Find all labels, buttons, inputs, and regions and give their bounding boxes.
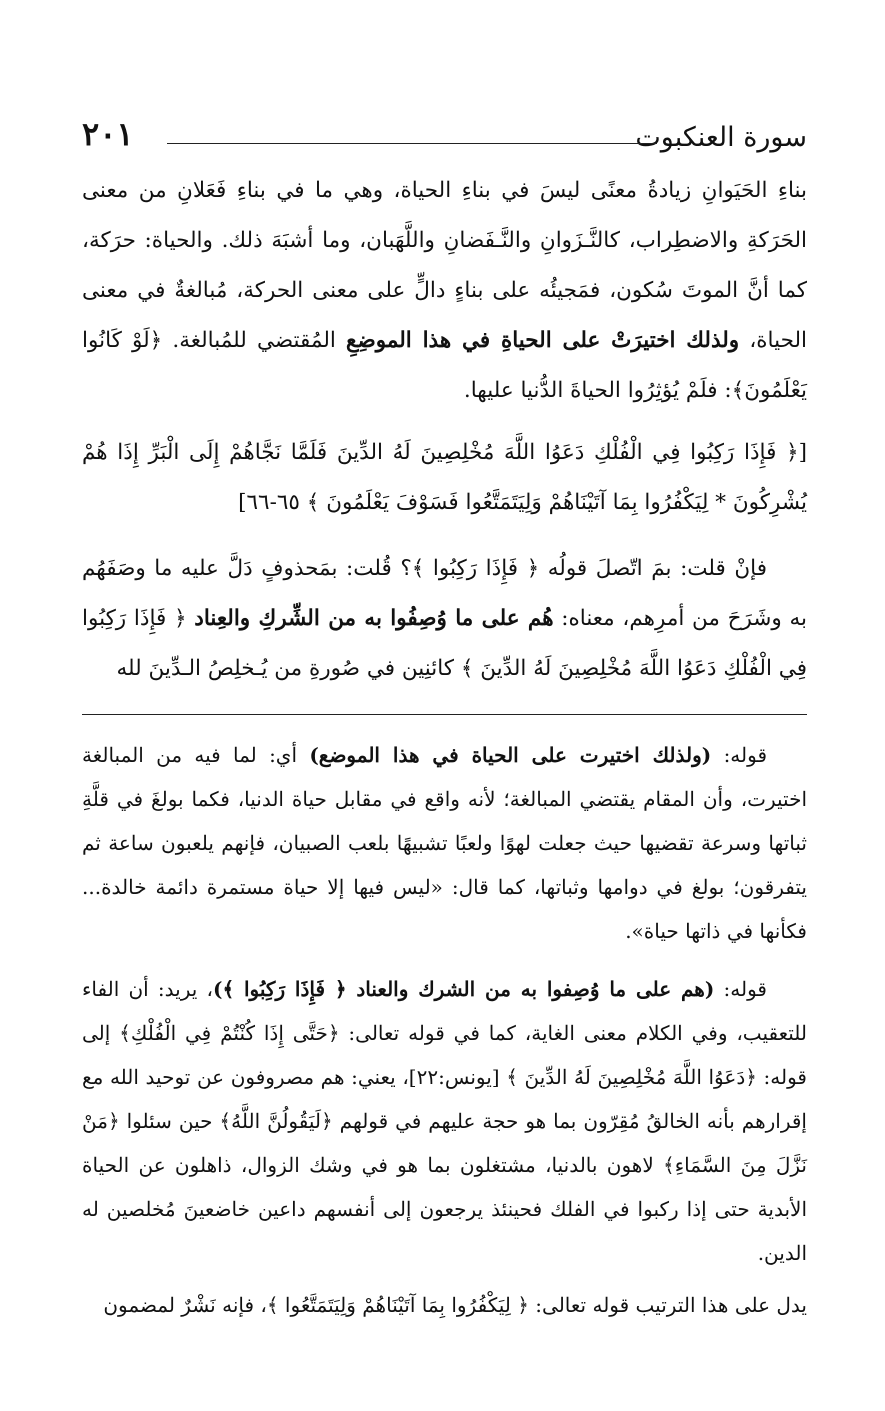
main-paragraph-1-text: بناءِ الحَيَوانِ زيادةُ معنًى ليسَ في بناءِ الحياة، وهي ما في بناءِ فَعَلانِ من معنى الحَرَكةِ والاضطِراب، كالنَّـزَوانِ والنَّـفَضانِ واللَّهَبان، وما أشبَهَ ذلك. والحياة: حرَكة، كما أنَّ الموتَ سُكون، فمَجيئُه على بناءٍ دالٍّ على معنى الحركة، مُبالغةٌ في معنى الحياة، xyxy=(82,178,807,353)
commentary-paragraph-3 xyxy=(82,1283,807,1327)
commentary-divider xyxy=(82,714,807,715)
commentary-text xyxy=(82,733,807,1327)
document-page xyxy=(82,112,807,1327)
main-paragraph-2-text: فإنْ قلت: بمَ اتّصلَ قولُه ﴿ فَإِذَا رَكِبُوا ﴾؟ قُلت: بمَحذوفٍ دَلَّ عليه ما وصَفَهُم به وشَرَحَ من أمرِهم، معناه: xyxy=(82,556,807,631)
page-header xyxy=(82,112,807,158)
commentary-paragraph-1 xyxy=(82,733,807,953)
header-rule xyxy=(167,143,657,144)
commentary-2-bold: (هم على ما وُصِفوا به من الشرك والعناد ﴿ فَإِذَا رَكِبُوا ﴾) xyxy=(213,977,715,1001)
commentary-2-text: ، يريد: أن الفاء للتعقيب، وفي الكلام معنى الغاية، كما في قوله تعالى: ﴿حَتَّى إِذَا كُنْتُمْ فِي الْفُلْكِ﴾ إلى قوله: ﴿دَعَوُا اللَّهَ مُخْلِصِينَ لَهُ الدِّينَ ﴾ [يونس:٢٢]، يعني: هم مصروفون عن توحيد الله مع إقرارهم بأنه الخالقُ مُقِرّون بما هو حجة عليهم في قولهم ﴿لَيَقُولُنَّ اللَّهُ﴾ حين سئلوا ﴿مَنْ نَزَّلَ مِنَ السَّمَاءِ﴾ لاهون بالدنيا، مشتغلون بما هو في وشك الزوال، ذاهلون عن الحياة الأبدية حتى إذا ركبوا في الفلك فحينئذ يرجعون إلى أنفسهم داعين خاضعينَ مُخلصين له الدين. xyxy=(82,977,807,1265)
main-paragraph-2 xyxy=(82,544,807,694)
commentary-1-start: قوله: xyxy=(723,743,768,767)
main-text xyxy=(82,166,807,694)
quran-verse: [﴿ فَإِذَا رَكِبُوا فِي الْفُلْكِ دَعَوُا اللَّهَ مُخْلِصِينَ لَهُ الدِّينَ فَلَمَّا نَجَّاهُمْ إِلَى الْبَرِّ إِذَا هُمْ يُشْرِكُونَ * لِيَكْفُرُوا بِمَا آتَيْنَاهُمْ وَلِيَتَمَتَّعُوا فَسَوْفَ يَعْلَمُونَ ﴾ ٦٥-٦٦] xyxy=(82,440,807,515)
main-paragraph-2-end: ﴿ فَإِذَا رَكِبُوا فِي الْفُلْكِ دَعَوُا اللَّهَ مُخْلِصِينَ لَهُ الدِّينَ ﴾ كائنِين في صُورةِ من يُـخلِصُ الـدِّينَ لله xyxy=(82,606,807,681)
main-paragraph-1-end: المُقتضي للمُبالغة. ﴿لَوْ كَانُوا يَعْلَمُونَ﴾: فلَمْ يُؤثِرُوا الحياةَ الدُّنيا عليها. xyxy=(82,328,807,403)
main-paragraph-1-bold: ولذلك اختيرَتْ على الحياةِ في هذا الموضِعِ xyxy=(346,328,740,353)
commentary-2-start: قوله: xyxy=(723,977,767,1001)
commentary-1-text: أي: لما فيه من المبالغة اختيرت، وأن المقام يقتضي المبالغة؛ لأنه واقع في مقابل حياة الدنيا، فكما بولغَ في قلَّةِ ثباتها وسرعة تقضيها حيث جعلت لهوًا ولعبًا تشبيهًا بلعب الصبيان، فإنهم يلعبون ساعة ثم يتفرقون؛ بولغ في دوامها وثباتها، كما قال: «ليس فيها إلا حياة مستمرة دائمة خالدة... فكأنها في ذاتها حياة». xyxy=(82,743,807,943)
page-number: ٢٠١ xyxy=(82,115,134,153)
commentary-paragraph-2 xyxy=(82,967,807,1275)
commentary-3-text: يدل على هذا الترتيب قوله تعالى: ﴿ لِيَكْفُرُوا بِمَا آتَيْنَاهُمْ وَلِيَتَمَتَّعُوا ﴾، فإنه نَشْرٌ لمضمون xyxy=(103,1293,807,1317)
commentary-1-bold: (ولذلك اختيرت على الحياة في هذا الموضع) xyxy=(309,743,712,767)
main-paragraph-2-bold: هُم على ما وُصِفُوا به من الشِّركِ والعِناد xyxy=(194,606,554,631)
surah-title: سورة العنكبوت xyxy=(635,122,807,153)
main-paragraph-1 xyxy=(82,166,807,416)
